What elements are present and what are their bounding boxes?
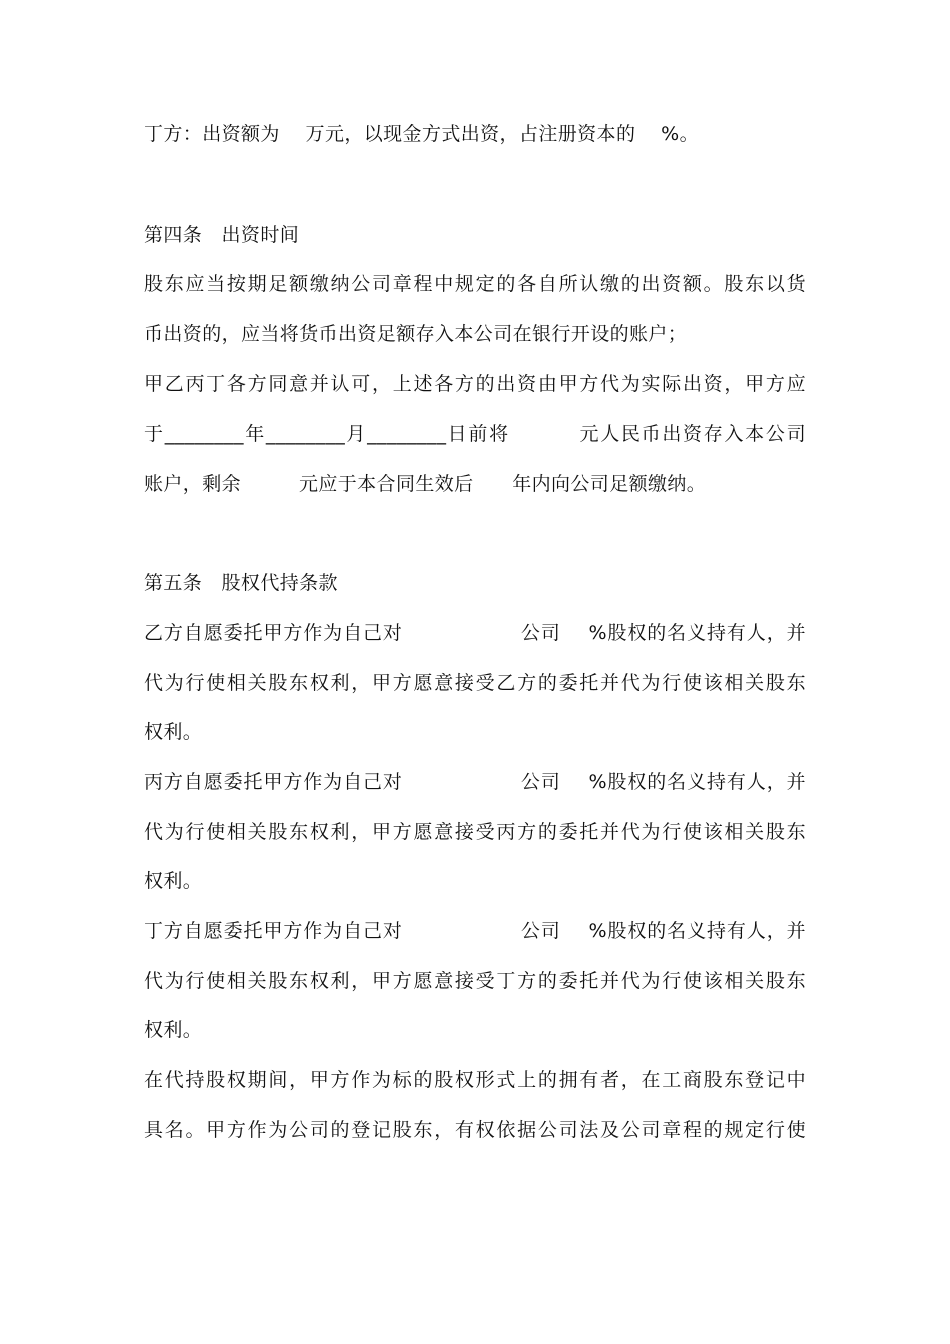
paragraph-line: 代为行使相关股东权利，甲方愿意接受丙方的委托并代为行使该相关股东 (144, 821, 806, 843)
paragraph-line: 账户，剩余 元应于本合同生效后 年内向公司足额缴纳。 (144, 473, 707, 495)
paragraph-line: 在代持股权期间，甲方作为标的股权形式上的拥有者，在工商股东登记中 (144, 1069, 806, 1091)
paragraph-line: 具名。甲方作为公司的登记股东，有权依据公司法及公司章程的规定行使 (144, 1119, 806, 1141)
paragraph-line: 丁方自愿委托甲方作为自己对 公司 %股权的名义持有人，并 (144, 920, 806, 942)
paragraph-line: 乙方自愿委托甲方作为自己对 公司 %股权的名义持有人，并 (144, 622, 806, 644)
section-heading: 第四条 出资时间 (144, 224, 300, 246)
paragraph-line: 代为行使相关股东权利，甲方愿意接受丁方的委托并代为行使该相关股东 (144, 970, 806, 992)
paragraph-line: 于________年________月________日前将 元人民币出资存入本公司 (144, 423, 806, 445)
paragraph-line: 丁方：出资额为 万元，以现金方式出资，占注册资本的 %。 (144, 123, 699, 145)
paragraph-line: 权利。 (144, 721, 203, 743)
paragraph-line: 币出资的，应当将货币出资足额存入本公司在银行开设的账户； (144, 323, 688, 345)
section-heading: 第五条 股权代持条款 (144, 572, 338, 594)
paragraph-line: 权利。 (144, 1019, 203, 1041)
paragraph-line: 丙方自愿委托甲方作为自己对 公司 %股权的名义持有人，并 (144, 771, 806, 793)
paragraph-line: 甲乙丙丁各方同意并认可，上述各方的出资由甲方代为实际出资，甲方应 (144, 373, 806, 395)
paragraph-line: 权利。 (144, 870, 203, 892)
paragraph-line: 股东应当按期足额缴纳公司章程中规定的各自所认缴的出资额。股东以货 (144, 273, 806, 295)
paragraph-line: 代为行使相关股东权利，甲方愿意接受乙方的委托并代为行使该相关股东 (144, 672, 806, 694)
